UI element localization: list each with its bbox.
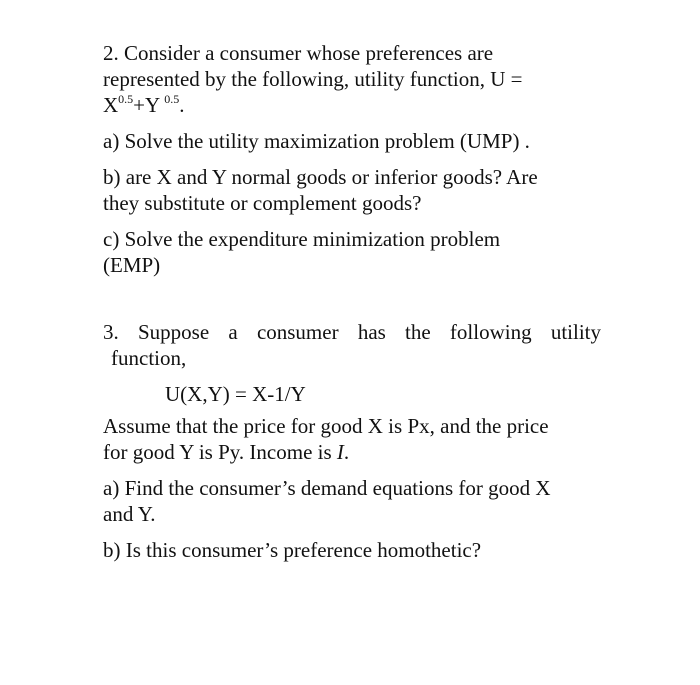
q3-intro-line-2: function,: [111, 346, 187, 370]
q2-part-b-line-2: they substitute or complement goods?: [103, 191, 422, 215]
q2-part-a: a) Solve the utility maximization problem (UMP) .: [103, 129, 530, 153]
utility-period: .: [179, 93, 185, 117]
q3-assumption-line-2: [103, 439, 601, 465]
q3-part-a-line-2: and Y.: [103, 502, 156, 526]
question-3: [103, 319, 601, 563]
income-symbol: I: [336, 440, 344, 464]
q3-utility-formula: U(X,Y) = X-1/Y: [165, 382, 306, 406]
q3-intro-line-1: 3. Suppose a consumer has the following utility: [103, 320, 601, 344]
question-2: [103, 40, 603, 278]
q3-assumption-line-1: Assume that the price for good X is Px, and the price: [103, 414, 549, 438]
q2-intro-line-2: represented by the following, utility function, U =: [103, 67, 523, 91]
exponent-x: 0.5: [118, 92, 134, 106]
q3-assumption-text: for good Y is Py. Income is: [103, 440, 337, 464]
utility-plus-y: +Y: [133, 93, 161, 117]
exponent-y: 0.5: [164, 92, 180, 106]
q2-part-b-line-1: b) are X and Y normal goods or inferior goods? Are: [103, 165, 538, 189]
q3-assumption-period: .: [343, 440, 350, 464]
q3-part-b: b) Is this consumer’s preference homothetic?: [103, 538, 482, 562]
q2-intro-line-1: 2. Consider a consumer whose preferences are: [103, 41, 494, 65]
q2-part-c-line-2: (EMP): [103, 253, 161, 277]
utility-x: X: [103, 93, 119, 117]
q2-part-c-line-1: c) Solve the expenditure minimization problem: [103, 227, 501, 251]
q3-part-a-line-1: a) Find the consumer’s demand equations for good X: [103, 476, 551, 500]
q2-utility-function: [103, 92, 603, 118]
